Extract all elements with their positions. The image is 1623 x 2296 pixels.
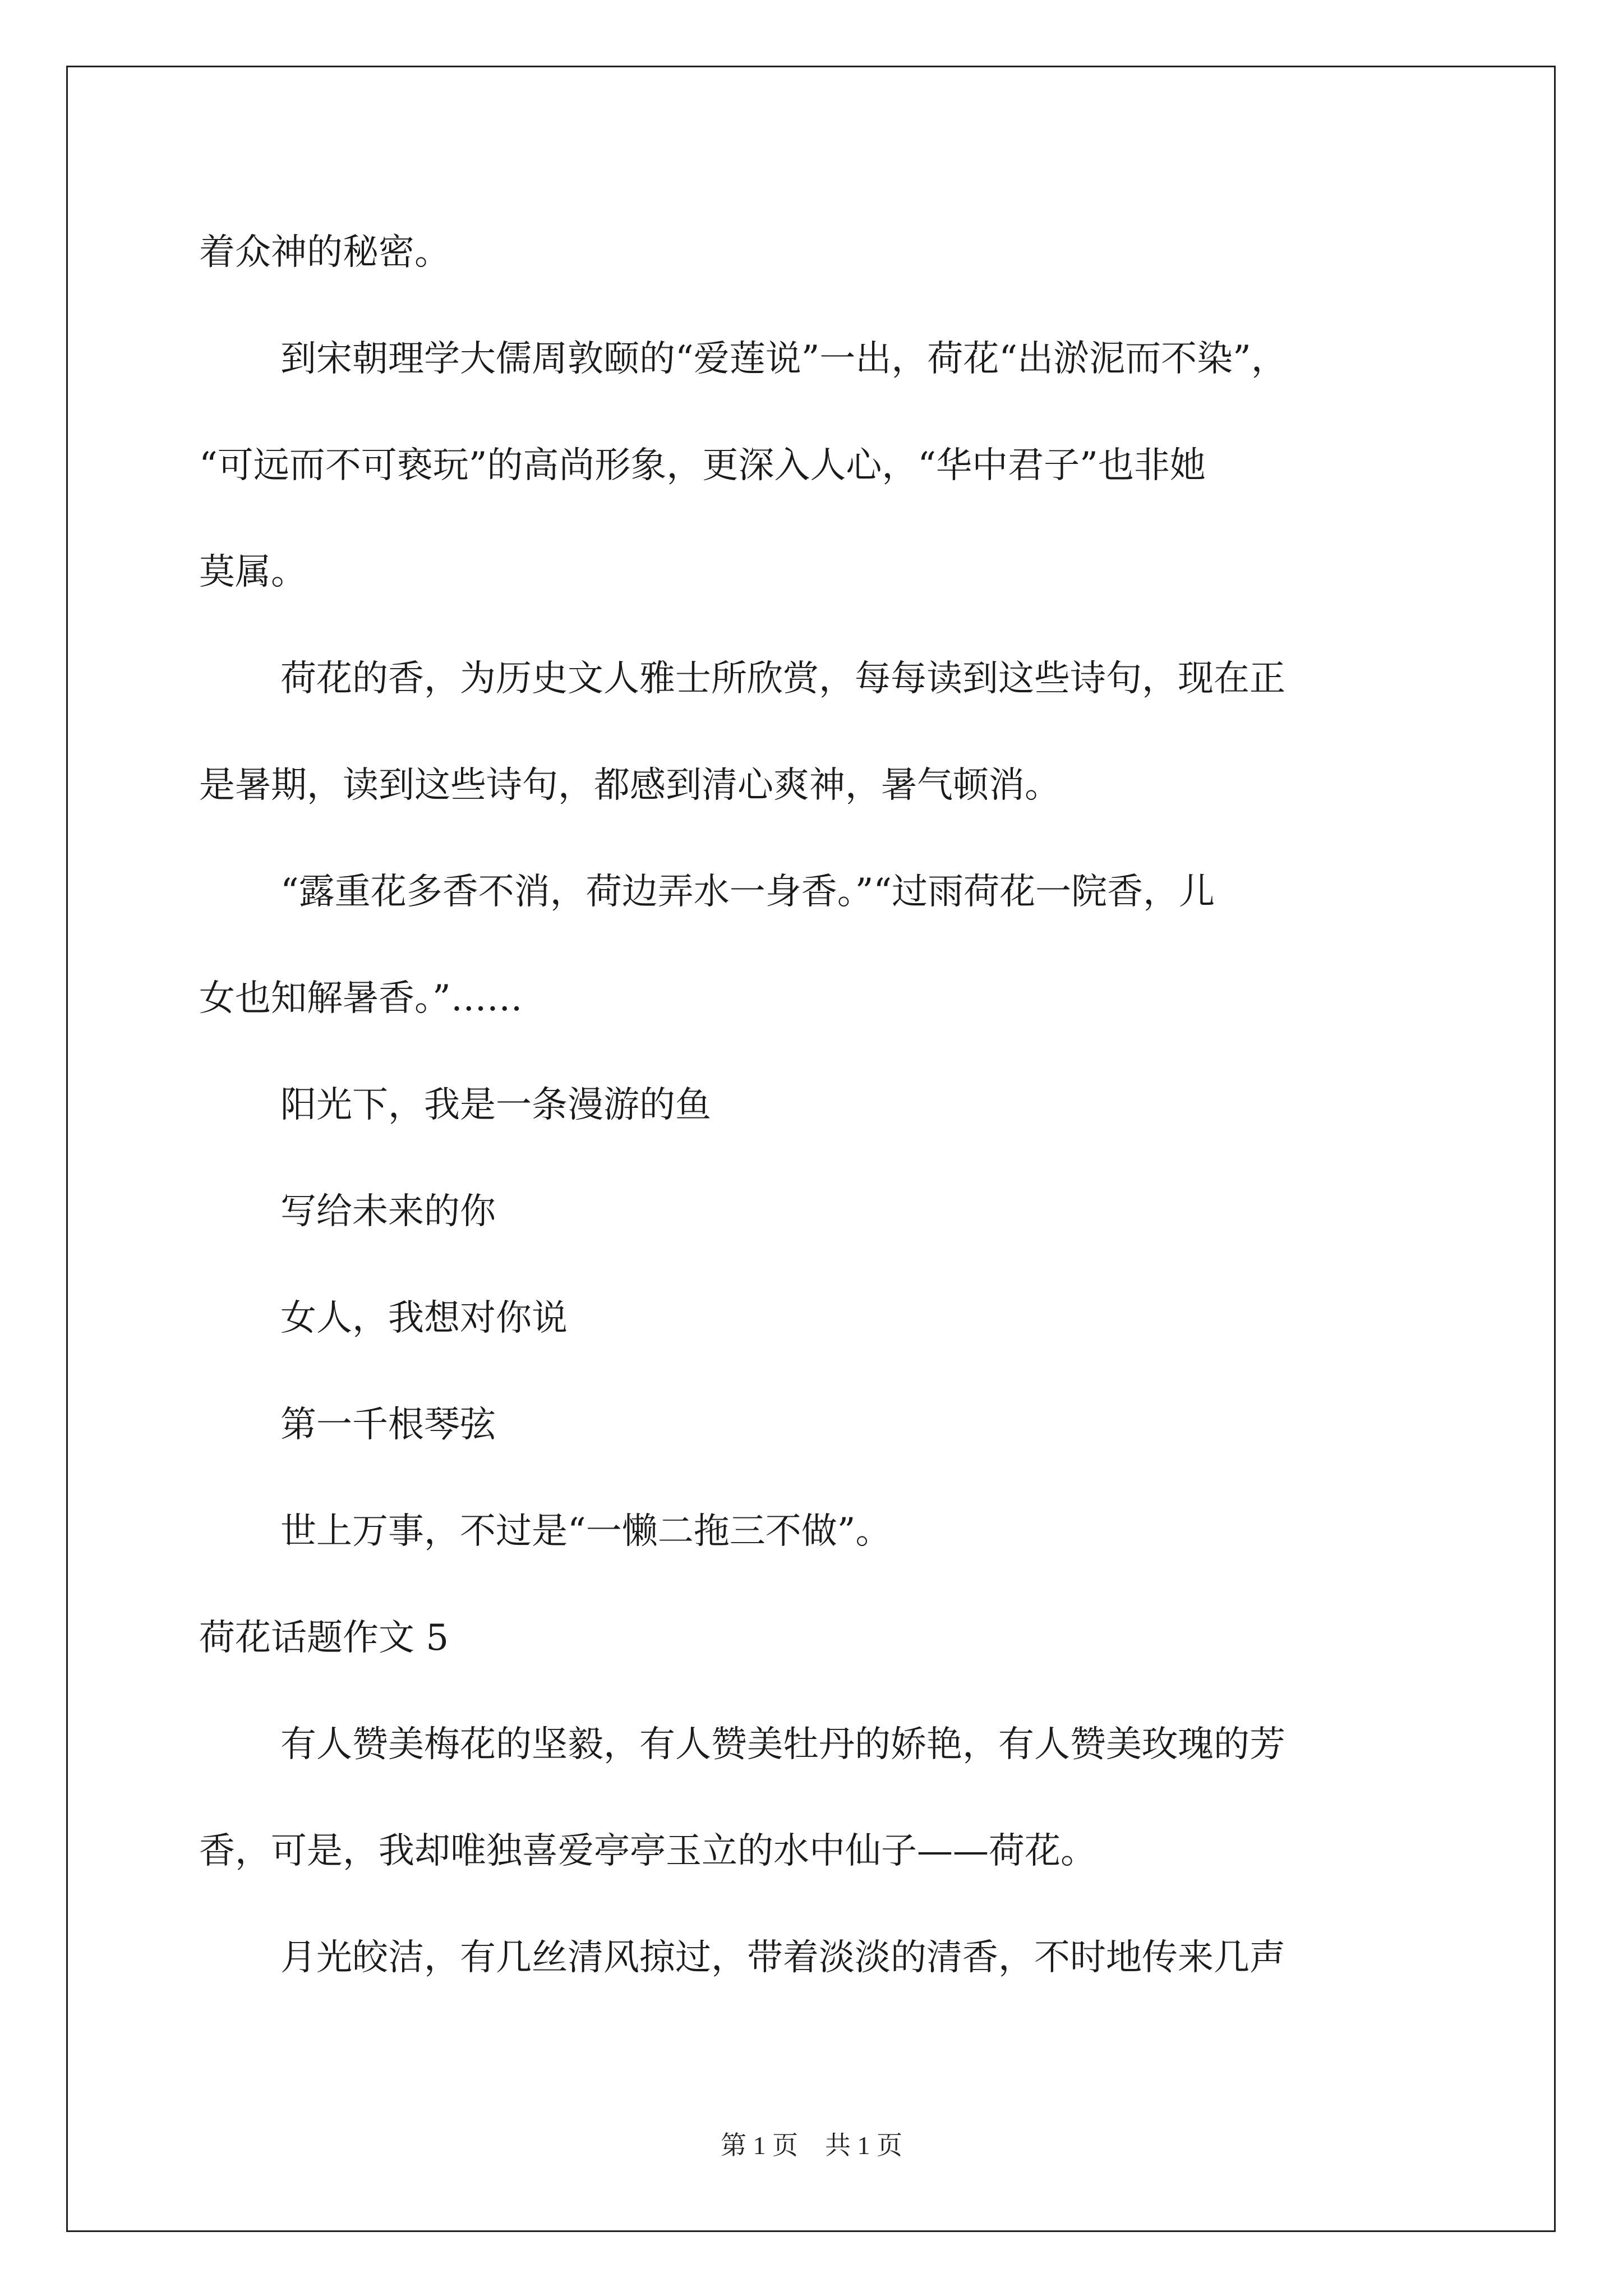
page-footer [0,2129,1623,2162]
paragraph-line-3: “露重花多香不消，荷边弄水一身香。”“过雨荷花一院香，儿 [280,871,1215,913]
text-line-1: 着众神的秘密。 [199,232,450,273]
list-item-title-4: 第一千根琴弦 [280,1404,496,1446]
text-line-4: 莫属。 [199,551,307,593]
list-item-title-5: 世上万事，不过是“一懒二拖三不做”。 [280,1511,892,1552]
list-item-title-3: 女人，我想对你说 [280,1297,568,1339]
text-line-16: 香，可是，我却唯独喜爱亭亭玉立的水中仙子——荷花。 [199,1830,1096,1872]
section-heading: 荷花话题作文 5 [199,1617,449,1659]
page-number-current: 第 1 页 [721,2131,798,2160]
page-number-total: 共 1 页 [825,2131,902,2160]
text-line-3: “可远而不可亵玩”的高尚形象，更深入人心，“华中君子”也非她 [199,445,1206,486]
text-line-6: 是暑期，读到这些诗句，都感到清心爽神，暑气顿消。 [199,765,1061,806]
list-item-title-1: 阳光下，我是一条漫游的鱼 [280,1084,711,1126]
page-border [66,66,1556,2232]
text-line-8: 女也知解暑香。”…… [199,978,523,1019]
paragraph-line-5: 月光皎洁，有几丝清风掠过，带着淡淡的清香，不时地传来几声 [280,1937,1285,1978]
paragraph-line-4: 有人赞美梅花的坚毅，有人赞美牡丹的娇艳，有人赞美玫瑰的芳 [280,1724,1285,1765]
list-item-title-2: 写给未来的你 [280,1191,496,1232]
paragraph-line-2: 荷花的香，为历史文人雅士所欣赏，每每读到这些诗句，现在正 [280,658,1285,700]
paragraph-line-1: 到宋朝理学大儒周敦颐的“爱莲说”一出，荷花“出淤泥而不染”， [280,338,1287,380]
